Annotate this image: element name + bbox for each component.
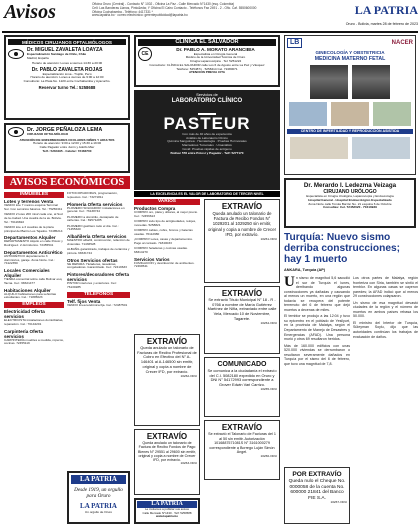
center-name: CENTRO DE INFERTILIDAD Y REPRODUCCIÓN ASISTIDA bbox=[287, 129, 413, 133]
article-paragraph: Más de 160.000 edificios con unas 520.000 viviendas se derrumbaron o resultaron severamente dañados en Turquía por el sismo del 6 de febrero, que tuvo una magnitud de 7,8. bbox=[284, 343, 350, 366]
classified-item: TIENDA comercial sobre calle Bolívar esq. Tacna. Cel.: 68321477 bbox=[4, 277, 63, 285]
doctor-name: Dr. PABLO A. MORATO ARANCIBIA bbox=[176, 47, 255, 52]
address: Consultorio: La Plata No. 1220 entre Cochabamba y Ayacucho. bbox=[23, 79, 111, 84]
doctor-spec: Especialización Lima - Trujillo, Perú bbox=[42, 71, 92, 76]
notice-extravio bbox=[204, 286, 280, 354]
classified-item: ELECTRICISTA instalaciones domiciliarias, reparación. Cel.: 76142201 bbox=[4, 318, 64, 326]
ad-line: Calle Pagador entre Junín y Adolfo Mier bbox=[39, 145, 95, 150]
drop-cap: U bbox=[284, 276, 295, 290]
classified-item: CARPINTERÍA muebles a medida, roperos, cocinas. 72455119 bbox=[4, 337, 64, 346]
category-heading: EMPLEOS bbox=[4, 302, 64, 308]
doctor-spec: Especialización Santiago de Chile, Chile bbox=[27, 52, 87, 57]
la-patria-promo bbox=[67, 471, 130, 524]
classifieds-banner: AVISOS ECONÓMICOS bbox=[4, 176, 130, 189]
notice-body: Queda anulado un talonario de Facturas de Recibo Profesional de Cobro en Efectivo del N° A-146401 al A-146500 sin emitir, original y copia a nombre de Crecer IFD, por extravío. bbox=[137, 345, 197, 374]
office-line: Oficina Oruro (Central) - Contacto N° 1002 - Oficina La Paz - Calle Mercado N°1430 (esq. Colombia) bbox=[92, 2, 235, 6]
ad-pena-loza bbox=[4, 123, 130, 173]
ad-line: Marcadores Tumorales · Uroanálisis bbox=[182, 143, 232, 148]
notice-por-extravio bbox=[284, 467, 350, 524]
classified-item: VENDO línea telefónica fija. Cel.: 72487501 bbox=[67, 302, 128, 307]
ad-pre: Servicios de bbox=[196, 92, 218, 97]
office-info bbox=[92, 3, 322, 31]
classified-item: PLOMERO gasfitero todo el día. Cel.: 71455320 bbox=[67, 223, 119, 232]
ad-subtitle: MEDICINA MATERNO FETAL bbox=[314, 55, 386, 62]
ad-line: Especialista en Cirugía General bbox=[193, 51, 238, 56]
notice-extravio bbox=[204, 199, 280, 283]
subcategory-heading: Otros Servicios ofertas bbox=[67, 257, 118, 263]
classified-item: SE REPARA: Heladeras, lavadoras, congeladoras. Garantizado. Cel.: 72419633 bbox=[67, 261, 127, 270]
promo-line: www.lapatria.bo bbox=[155, 514, 179, 518]
notice-extravio bbox=[134, 429, 200, 495]
clinic-photo bbox=[352, 137, 410, 159]
promo-tagline: Desde 1919, un orgullo para Oruro bbox=[74, 487, 123, 500]
classified-item: COMPRO oro, plata y dólares, al mejor precio. Cel.: 72456613 bbox=[134, 210, 198, 218]
lab-name: PASTEUR bbox=[163, 113, 251, 133]
doctor-photo bbox=[310, 65, 348, 99]
classified-item: MAESTRO albañil, construcción, refacción de viviendas. 71436528 bbox=[67, 238, 130, 246]
article-byline: ANKARA, Turquía (AP) bbox=[284, 268, 326, 272]
notice-title: EXTRAVÍO bbox=[221, 423, 263, 432]
ad-line: Especialista en Cirugía Urológica, Laparoscopia y Endourología bbox=[306, 194, 394, 198]
ad-title: LABORATORIO CLÍNICO bbox=[171, 97, 243, 104]
doctor-photo bbox=[352, 65, 390, 99]
ad-urologist bbox=[284, 178, 416, 228]
notice-ref: 10264-ORU bbox=[260, 320, 277, 325]
article-paragraph bbox=[284, 276, 350, 312]
ad-line: Teléfono: 5254871 · 5258414 Cel. 72480071 bbox=[176, 66, 238, 71]
doctor-place: Madrid, España bbox=[27, 56, 49, 61]
office-line: Cell: Las Banderas Llanos, Pinto&edw, Y Oficina El Cairo Contacto - Teléfonos Fax 2491 - 2 - Ofic. Caf. 5550600000 bbox=[92, 5, 257, 10]
classified-item: COMPRO todo tipo de antigüedades, relojes, monedas. 5258821 bbox=[134, 219, 197, 227]
promo-name: LA PATRIA bbox=[80, 502, 117, 511]
classified-item: ALQUILO habitaciones para señoritas estudiantes. Cel.: 71895023 bbox=[4, 291, 57, 300]
ad-line: Cirugía Laparoscópica · Tel: 5251222 bbox=[189, 59, 242, 64]
ad-line: Con más de 40 años de experiencia bbox=[182, 131, 232, 136]
notice-title: EXTRAVÍO bbox=[221, 202, 263, 211]
ad-pasteur-lab bbox=[134, 90, 280, 190]
promo-small: Un orgullo de Oruro bbox=[84, 509, 113, 514]
notice-ref: 10262-ORU bbox=[180, 374, 197, 379]
classifieds-column-2 bbox=[67, 192, 130, 468]
phone: Reservar turno Tel.: 5258688 bbox=[38, 85, 96, 91]
hours: Horario de atención: Lunes a viernes de 9:00 a 12:00 bbox=[30, 75, 104, 80]
subcategory-heading: Electricidad Oferta servicios bbox=[4, 309, 45, 319]
article-paragraph: Un sismo de esa magnitud devastó ciudades de la región y el número de muertos en ambos países rebasa los 50.000. bbox=[353, 300, 418, 319]
notice-body: Se extravió Título Municipal N° 18 - R - 0766 a nombre de María Gutiérrez Martínez de Niña, extraviado entre calle Vela, Mercado 10 de Noviembre, Tagarete. bbox=[207, 297, 277, 321]
notice-body: Se comunica a la ciudadanía el extravío del C.I. 5082180 expedido en Oruro y DNI N° 54172993 correspondiente a Grover Edwin Vari Carrizo. bbox=[207, 368, 277, 388]
notice-title: EXTRAVÍO bbox=[146, 432, 188, 441]
issue-date: Oruro - Bolivia, martes 28 de febrero de 2023 bbox=[345, 22, 418, 26]
category-heading: TELÉFONOS bbox=[67, 292, 130, 298]
article-paragraph: El temblor se produjo a las 12:04 y tuvo su epicentro en el poblado de Yesilyurt, en la provincia de Malatya, según el Departamento de Manejo de Desastres y Emergencias (AFAD). Una persona murió y otros 69 resultaron heridos. bbox=[284, 314, 350, 342]
office-line: www.lapatria.bo · correo electrónico: gerentepublicidad@lapatria.bo bbox=[92, 13, 188, 18]
office-line: Oficina Cochabamba - Teléfono: 4417331 * bbox=[92, 9, 153, 14]
classified-item: FOTOCOPIADORAS, programación, repuestos. Cel.: 73271811 bbox=[67, 192, 118, 199]
la-patria-contact bbox=[134, 498, 200, 524]
subcategory-heading: Telf. fijos Venta bbox=[67, 298, 101, 304]
pasteur-footer: LA EXCELENCIA ES EL VALOR DE LABORATORIO DE TERCER NIVEL bbox=[134, 191, 280, 197]
classified-item: VENDO 2 lotes 200 mts2 cada uno, al Sud de la ciudad. Una cuadra de la av. Bolivia. Tel.: 76116822 bbox=[4, 212, 63, 224]
article-column-2 bbox=[353, 276, 418, 524]
promo-title: LA PATRIA bbox=[71, 475, 126, 484]
clinic-photo bbox=[373, 102, 411, 126]
notice-ref: 10267-ORU bbox=[330, 500, 347, 505]
microscope-icon bbox=[198, 105, 216, 115]
classified-item: PLOMERO SOLDADOR: instalaciones en general. Cel.: 76138744 bbox=[67, 205, 125, 214]
classified-item: FUMIGACIÓN y desinfección de ambientes. 72499541 bbox=[134, 260, 195, 269]
ad-title: CLÍNICA EL SALVADOR bbox=[138, 39, 276, 46]
ad-line: Zona Norte calle Tomás Barrón No. 21 esquina 6 de Octubre bbox=[308, 201, 392, 206]
ad-line: Covid: Pruebas rápidas de antígeno bbox=[182, 146, 232, 151]
newspaper-logo: LA PATRIA bbox=[330, 3, 418, 17]
notice-title: COMUNICADO bbox=[217, 361, 267, 368]
subcategory-heading: Habitaciones Alquiler bbox=[4, 287, 51, 293]
ad-line: Bolívar 578 entre Potosí y Pagador · Telf: 5277170 bbox=[170, 150, 244, 155]
promo-line: Le invitamos a publicar sus avisos bbox=[145, 507, 189, 511]
article-headline: Turquía: Nuevo sismo derriba construcciones; hay 1 muerto bbox=[284, 232, 401, 265]
subcategory-heading: Carpintería Oferta servicios bbox=[4, 328, 44, 339]
subcategory-heading: Plomería Oferta servicios bbox=[67, 201, 123, 207]
ad-line: Análisis de Laboratorio Clínico bbox=[186, 135, 228, 140]
doctor-name: Dr. PABLO ZAVALETA ROJAS bbox=[31, 66, 103, 73]
hours: Horario de atención: Lunes a viernes 14:30 a 20:00 bbox=[31, 60, 103, 65]
promo-line: Calle Mercado N°1430 · Telf: 5250588 bbox=[142, 510, 192, 515]
article-text: n sismo de magnitud 5,6 sacudió el sur de Turquía el lunes, derribando algunas construcciones ya dañadas y causando al menos un muerto, en una región que todavía se recupera del potente terremoto del 6 de febrero que dejó muertos a decenas de miles. bbox=[284, 276, 350, 312]
category-heading: INMUEBLES bbox=[4, 192, 64, 198]
promo-title: LA PATRIA bbox=[137, 501, 197, 508]
classified-item: ANTICRÉTICO departamento 3 dormitorios, garaje. Zona Norte. Cel.: 74122350 bbox=[4, 253, 55, 266]
doctor-spec: CIRUJANO URÓLOGO bbox=[323, 189, 377, 195]
notice-title: POR EXTRAVÍO bbox=[292, 471, 342, 478]
article-column-1 bbox=[284, 276, 350, 464]
classified-item: ALBAÑIL garantizado, trabajos de cerámica y pintura. 68331744 bbox=[67, 247, 130, 255]
doctor-name: Dr. MIGUEL ZAVALETA LOAYZA bbox=[27, 47, 103, 54]
article-paragraph: Los otros partes de Malatya, región fronteriza con Siria, también se sintió el temblor. En algunas casas se cayeron paredes; la AFAD indicó que al menos 29 construcciones colapsaron. bbox=[353, 276, 418, 299]
ad-line: ATENCIÓN DE ENFERMEDADES OCULARES NIÑOS Y ADULTOS bbox=[19, 137, 115, 142]
nacer-logo-icon: NACER bbox=[391, 39, 413, 46]
subcategory-heading: Locales Comerciales Alquiler bbox=[4, 268, 50, 278]
notice-ref: 10261-ORU bbox=[260, 237, 277, 242]
ce-logo-icon: CE bbox=[138, 47, 152, 61]
subcategory-heading: Lotes y terrenos Venta bbox=[4, 199, 54, 204]
clinic-photo bbox=[331, 102, 369, 126]
article-paragraph: El ministro del Interior de Turquía, Süleyman Soylu, dijo que las autoridades continúan los trabajos de evaluación de daños. bbox=[353, 320, 418, 339]
subcategory-heading: Albañilería Oferta servicios bbox=[67, 234, 127, 239]
notice-comunicado bbox=[204, 357, 280, 417]
ad-line: Consultas: Cel. 72452020 · 70413939 bbox=[323, 205, 377, 210]
category-heading: VARIOS bbox=[134, 199, 200, 205]
classifieds-column-1 bbox=[4, 192, 64, 524]
classified-item: COMPRO cables, cobre, bronce y baterías usadas. 76112980 bbox=[134, 228, 193, 236]
header-rule bbox=[2, 31, 418, 33]
notice-ref: 10266-ORU bbox=[260, 453, 277, 458]
subcategory-heading: Departamentos Anticrético bbox=[4, 249, 63, 255]
notice-body: Queda anulado un talonario de Factura de Recibo Fondos de Pago Bienes N° 29551 al 29600 sin emitir, original y copia a nombre de Crecer IFD, por extravío. bbox=[138, 441, 196, 463]
ad-line: Horario de atención: 9:00 a 12:00 y 15:30 a 19:00 bbox=[32, 141, 102, 146]
notice-ref: 10265-ORU bbox=[260, 386, 277, 391]
ad-line: Médico de la Universidad Técnica de Oruro bbox=[185, 55, 246, 60]
ad-title: GINECOLOGÍA Y OBSTETRICIA bbox=[315, 50, 385, 56]
eye-icon bbox=[8, 127, 24, 137]
subcategory-heading: Pintores/decoradores Oferta servicios bbox=[67, 272, 130, 282]
ad-line: Telf.: 5284495 - Celular: 72483700 bbox=[42, 148, 92, 153]
notice-title: EXTRAVÍO bbox=[146, 337, 188, 346]
clinic-photo bbox=[290, 137, 348, 159]
notice-body: Queda anulado un talonario de Factura de Recibo Fondos N° 1029201 al 1029250 sin emitir, original y copia a nombre de Crecer IFD, por extravío. bbox=[207, 211, 277, 237]
classified-item: VENDO lote 7 metros esquina Terminal Sur. Con servicios básicos. Tel.: 75256341 bbox=[4, 203, 63, 211]
clinic-logo-icon: LB bbox=[287, 38, 302, 48]
notice-ref: 10263-ORU bbox=[180, 461, 197, 466]
classified-item: VENDO lote a 3 cuadras de la plaza principal del Barrio Los Tejados. 72485214 bbox=[4, 224, 63, 233]
classifieds-column-3 bbox=[134, 199, 200, 331]
ad-clinica-salvador bbox=[134, 35, 280, 87]
section-title: Avisos bbox=[4, 1, 56, 23]
notice-body: Queda nulo el Cheque No. 0000058 de la cuenta No. 600000 21841 del Banco FIE S.A. bbox=[288, 479, 346, 501]
doctor-name: Dr. Merardo I. Ledezma Veizaga bbox=[303, 182, 397, 189]
classified-item: COMPRO heladeras y cocinas usadas. 68314270 bbox=[134, 246, 188, 254]
ad-line: Consultorio: CLÍNICA EL SALVADOR calle Los 6 de Agosto entre La Paz y Vásquez bbox=[149, 62, 265, 67]
ad-line: ATENCIÓN PREVIA CITA bbox=[188, 70, 226, 75]
eye-icon bbox=[8, 49, 24, 59]
classified-item: DEPARTAMENTO Alquilo en calle Potosí y Rodríguez. 2 dormitorios. 72455541 bbox=[4, 239, 63, 247]
classified-item: PLOMERO a domicilio, destapado de cañerías. Cel.: 69571285 bbox=[67, 214, 119, 223]
ad-line: Química Sanguínea · Hematología · Pruebas Hormonales bbox=[167, 139, 247, 144]
ad-line: Hospital General · Hospital Endourológico Especializado bbox=[308, 197, 392, 202]
ad-ophthalmologists bbox=[4, 35, 130, 120]
notice-extravio bbox=[204, 420, 280, 480]
doctor-spec: CIRUJANO OFTALMÓLOGO bbox=[27, 132, 69, 137]
classified-item: ¡COMPRO! Lotes, casas y departamentos. Pago al contado. 71840033 bbox=[134, 237, 193, 245]
clinic-photo bbox=[289, 102, 327, 126]
ad-gynecology bbox=[284, 35, 416, 175]
subcategory-heading: Productos Compra bbox=[134, 206, 176, 211]
notice-body: Se extravió el Talonario de Facturas del 1 al 50 sin emitir. Autorización 1016887571081S N° 3161000279 correspondiente a Borrego Luján Simón Ángel. bbox=[208, 432, 276, 454]
notice-extravio bbox=[134, 334, 200, 426]
ad-title: MÉDICOS CIRUJANOS OFTALMÓLOGOS bbox=[8, 39, 126, 45]
classified-item: PINTOR interiores y exteriores. Cel.: 76130285 bbox=[67, 281, 118, 289]
notice-title: EXTRAVÍO bbox=[221, 289, 263, 298]
subcategory-heading: Servicios Varios bbox=[134, 256, 170, 262]
doctor-name: Dr. JORGE PEÑALOZA LEMA bbox=[27, 127, 103, 133]
subcategory-heading: Departamentos Alquiler bbox=[4, 235, 56, 241]
